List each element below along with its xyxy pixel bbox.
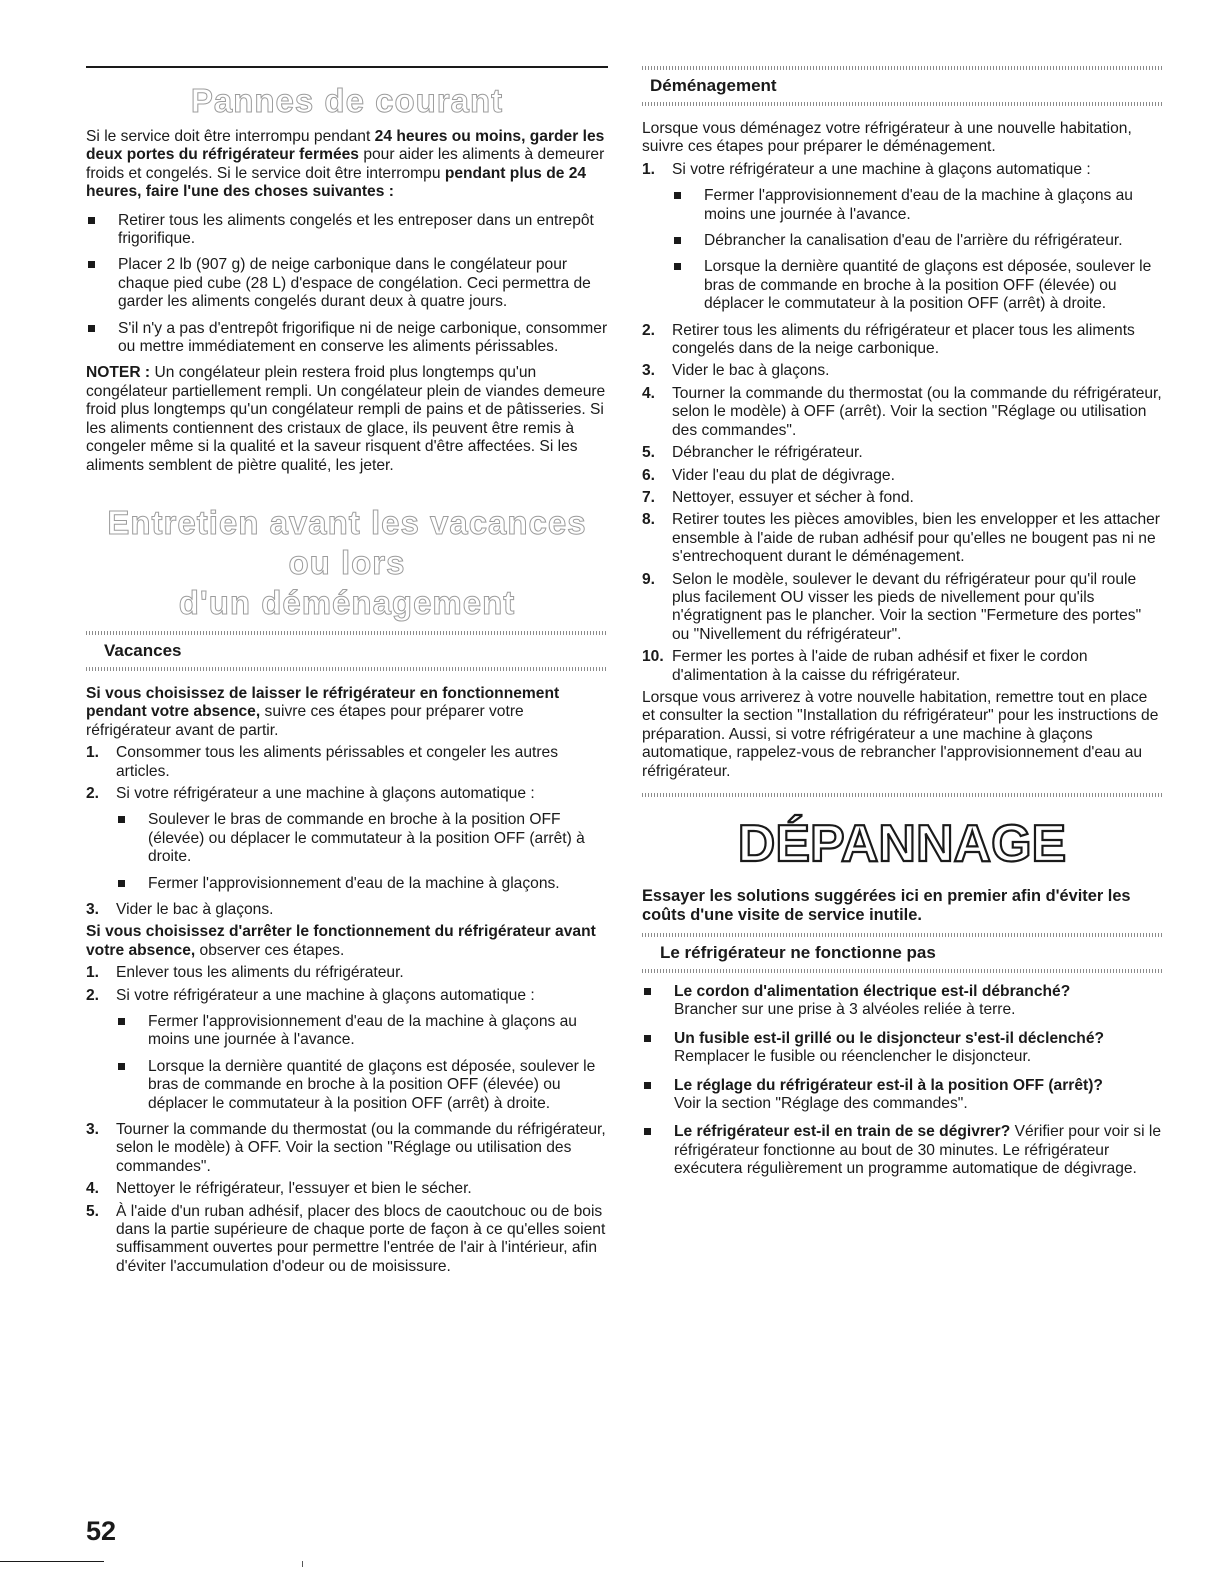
list-item: 4. Nettoyer le réfrigérateur, l'essuyer et bien le sécher. [86, 1180, 472, 1198]
note-paragraph: NOTER : Un congélateur plein restera froid plus longtemps qu'un congélateur partiellement rempli. Un congélateur plein de viandes demeure froid plus longtemps qu'un congélateur rempli de pains et de pâtisseries. Si les aliments contiennent des cristaux de glace, ils peuvent être remis à congeler même si la qualité et la saveur risquent d'être affectées. Si les aliments semblent de piètre qualité, les jeter. [86, 364, 606, 474]
footer-rule [0, 1561, 104, 1562]
list-item: 6. Vider l'eau du plat de dégivrage. [642, 466, 895, 484]
list-item: 8. Retirer toutes les pièces amovibles, bien les envelopper et les attacher ensemble à l'aide de ruban adhésif pour qu'elles ne bougent pas ni ne s'entrechoquent durant le déménagement. [642, 511, 1160, 566]
list-item: 3. Vider le bac à glaçons. [642, 362, 830, 380]
list-item: 5. Débrancher le réfrigérateur. [642, 444, 863, 462]
list-item: 5. À l'aide d'un ruban adhésif, placer des blocs de caoutchouc ou de bois dans la partie supérieure de chaque porte de façon à ce qu'elles soient suffisamment ouvertes pour permettre l'entrée de l'air à l'intérieur, afin d'éviter l'accumulation d'odeur ou de moisissure. [86, 1202, 606, 1275]
list-item: Retirer tous les aliments congelés et les entreposer dans un entrepôt frigorifique. [86, 212, 608, 249]
power-outage-title: Pannes de courant [190, 82, 504, 119]
dotted-rule [642, 969, 1162, 973]
list-item: 2. Si votre réfrigérateur a une machine à glaçons automatique : Fermer l'approvisionnement d'eau de la machine à glaçons au moins une journée à l'avance. Lorsque la dernière quantité de glaçons est déposée, soulever le bras de commande en broche à la position OFF (élevée) ou déplacer le commutateur à la position OFF (arrêt) à droite. [86, 987, 608, 1113]
list-item: Le réglage du réfrigérateur est-il à la position OFF (arrêt)? Voir la section "Réglage des commandes". [642, 1077, 1162, 1114]
dotted-rule [642, 66, 1162, 70]
moving-intro: Lorsque vous déménagez votre réfrigérateur à une nouvelle habitation, suivre ces étapes pour préparer le déménagement. [642, 120, 1132, 156]
dotted-rule [86, 667, 608, 671]
list-item: 1. Enlever tous les aliments du réfrigérateur. [86, 964, 404, 982]
keep-running-intro: Si vous choisissez de laisser le réfrigérateur en fonctionnement pendant votre absence, suivre ces étapes pour préparer votre réfrigérateur avant de partir. [86, 684, 560, 739]
right-column [642, 66, 1162, 1189]
turn-off-steps [86, 964, 608, 1276]
moving-heading: Déménagement [650, 76, 777, 95]
list-item: S'il n'y a pas d'entrepôt frigorifique ni de neige carbonique, consommer ou mettre immédiatement en conserve les aliments périssables. [86, 320, 608, 357]
depannage-title: DÉPANNAGE [737, 815, 1067, 873]
dotted-rule [642, 102, 1162, 106]
list-item: Un fusible est-il grillé ou le disjoncteur s'est-il déclenché? Remplacer le fusible ou réenclencher le disjoncteur. [642, 1030, 1162, 1067]
list-item: 2. Retirer tous les aliments du réfrigérateur et placer tous les aliments congelés dans de la neige carbonique. [642, 321, 1135, 358]
list-item: 4. Tourner la commande du thermostat (ou la commande du réfrigérateur, selon le modèle) à OFF (arrêt). Voir la section "Réglage ou utilisation des commandes". [642, 384, 1162, 439]
dotted-rule [642, 933, 1162, 937]
vacation-title-line1: Entretien avant les vacances ou lors [107, 503, 587, 581]
sub-list [116, 1013, 608, 1113]
dotted-rule [642, 793, 1162, 797]
troubleshooting-intro: Essayer les solutions suggérées ici en premier afin d'éviter les coûts d'une visite de service inutile. [642, 887, 1131, 924]
moving-outro: Lorsque vous arriverez à votre nouvelle habitation, remettre tout en place et consulter la section "Installation du réfrigérateur" pour les instructions de préparation. Aussi, si votre réfrigérateur a une machine à glaçons automatique, rappelez-vous de rebrancher l'approvisionnement d'eau au réfrigérateur. [642, 688, 1159, 780]
list-item: Débrancher la canalisation d'eau de l'arrière du réfrigérateur. [672, 232, 1162, 250]
power-outage-intro: Si le service doit être interrompu pendant 24 heures ou moins, garder les deux portes du réfrigérateur fermées pour aider les aliments à demeurer froids et congelés. Si le service doit être interrompu pendant plus de 24 heures, faire l'une des choses suivantes : [86, 128, 605, 201]
list-item: 2. Si votre réfrigérateur a une machine à glaçons automatique : Soulever le bras de commande en broche à la position OFF (élevée) ou déplacer le commutateur à la position OFF (arrêt) à droite. Fermer l'approvisionnement d'eau de la machine à glaçons. [86, 785, 608, 893]
turn-off-intro: Si vous choisissez d'arrêter le fonctionnement du réfrigérateur avant votre absence, observer ces étapes. [86, 923, 596, 959]
list-item: 1. Si votre réfrigérateur a une machine à glaçons automatique : Fermer l'approvisionnement d'eau de la machine à glaçons au moins une journée à l'avance. Débrancher la canalisation d'eau de l'arrière du réfrigérateur. Lorsque la dernière quantité de glaçons est déposée, soulever le bras de commande en broche à la position OFF (élevée) ou déplacer le commutateur à la position OFF (arrêt) à droite. [642, 161, 1162, 314]
list-item: Fermer l'approvisionnement d'eau de la machine à glaçons au moins une journée à l'avance. [116, 1013, 608, 1050]
keep-running-steps [86, 744, 608, 919]
vacation-title-line2: d'un déménagement [178, 583, 516, 621]
list-item: Placer 2 lb (907 g) de neige carbonique dans le congélateur pour chaque pied cube (28 L) d'espace de congélation. Ceci permettra de garder les aliments congelés durant deux à quatre jours. [86, 256, 608, 311]
sub-list [116, 811, 608, 893]
list-item: 3. Tourner la commande du thermostat (ou la commande du réfrigérateur, selon le modèle) à OFF. Voir la section "Réglage ou utilisation des commandes". [86, 1121, 606, 1175]
footer-tick [302, 1561, 303, 1567]
list-item: 3. Vider le bac à glaçons. [86, 900, 274, 918]
dotted-rule [86, 631, 608, 635]
list-item: 9. Selon le modèle, soulever le devant du réfrigérateur pour qu'il roule plus facilement OU visser les pieds de nivellement pour qu'ils n'égratignent pas le plancher. Voir la section "Fermeture des portes" ou "Nivellement du réfrigérateur". [642, 570, 1142, 643]
list-item: Fermer l'approvisionnement d'eau de la machine à glaçons. [116, 875, 608, 893]
not-working-heading: Le réfrigérateur ne fonctionne pas [660, 943, 936, 962]
list-item: Fermer l'approvisionnement d'eau de la machine à glaçons au moins une journée à l'avance. [672, 187, 1162, 224]
power-outage-list [86, 212, 608, 357]
vacances-heading: Vacances [104, 640, 182, 660]
vacation-moving-title [86, 503, 608, 623]
top-rule [86, 66, 608, 68]
list-item: Soulever le bras de commande en broche à la position OFF (élevée) ou déplacer le commutateur à la position OFF (arrêt) à droite. [116, 811, 608, 866]
troubleshooting-list [642, 983, 1162, 1179]
list-item: Le réfrigérateur est-il en train de se dégivrer? Vérifier pour voir si le réfrigérateur fonctionne au bout de 30 minutes. Le réfrigérateur exécutera régulièrement un programme automatique de dégivrage. [642, 1123, 1162, 1178]
sub-list [672, 187, 1162, 313]
list-item: 7. Nettoyer, essuyer et sécher à fond. [642, 488, 914, 506]
left-column [86, 66, 608, 1280]
list-item: 10. Fermer les portes à l'aide de ruban adhésif et fixer le cordon d'alimentation à la caisse du réfrigérateur. [642, 648, 1088, 684]
list-item: 1. Consommer tous les aliments périssables et congeler les autres articles. [86, 744, 559, 780]
page-number: 52 [86, 1516, 117, 1546]
list-item: Lorsque la dernière quantité de glaçons est déposée, soulever le bras de commande en broche à la position OFF (élevée) ou déplacer le commutateur à la position OFF (arrêt) à droite. [672, 258, 1162, 313]
moving-steps [642, 161, 1162, 685]
list-item: Lorsque la dernière quantité de glaçons est déposée, soulever le bras de commande en broche à la position OFF (élevée) ou déplacer le commutateur à la position OFF (arrêt) à droite. [116, 1058, 608, 1113]
list-item: Le cordon d'alimentation électrique est-il débranché? Brancher sur une prise à 3 alvéoles reliée à terre. [642, 983, 1162, 1020]
